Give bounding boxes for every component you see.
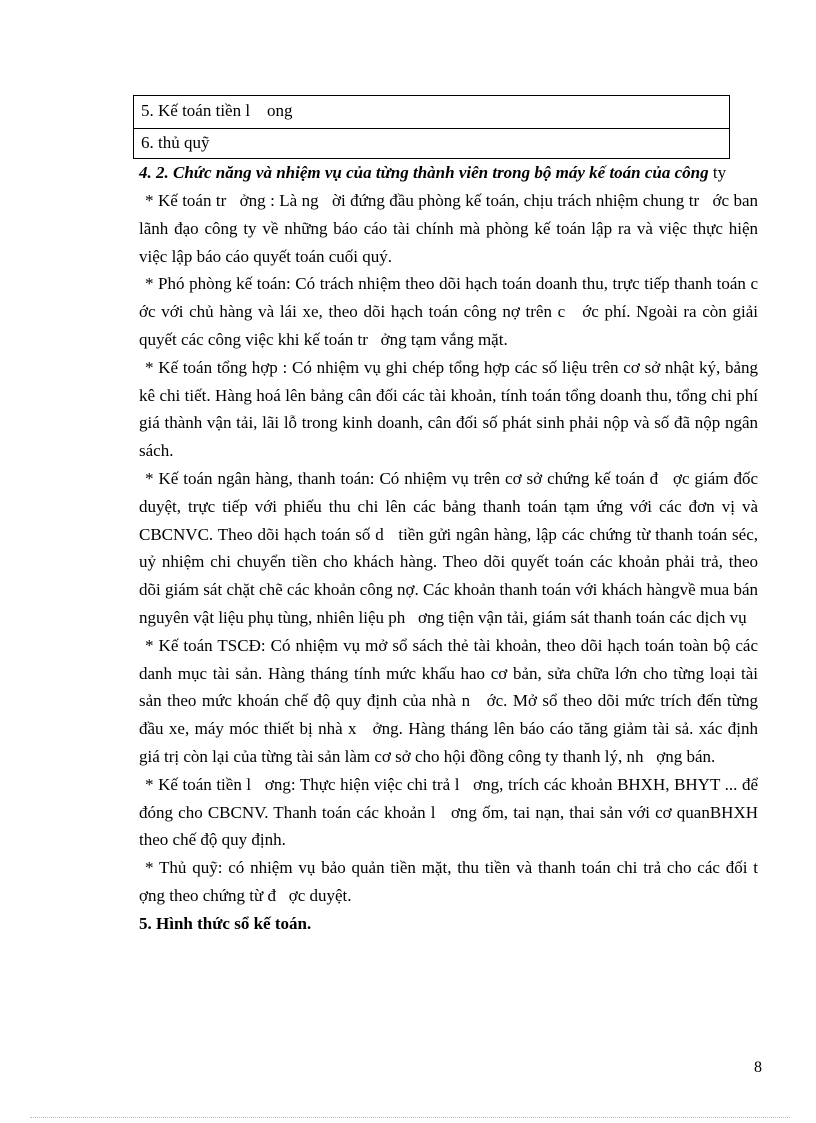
table-cell: 5. Kế toán tiền l ong xyxy=(134,96,730,129)
heading-plain-part: ty xyxy=(708,163,727,182)
document-body xyxy=(139,159,771,938)
paragraph-fixed-asset-accountant: * Kế toán TSCĐ: Có nhiệm vụ mở sổ sách thẻ tài khoản, theo dõi hạch toán toàn bộ các danh mục tài sản. Hàng tháng tính mức khấu hao cơ bản, sửa chữa lớn cho từng loại tài sản theo mức khoán chế độ quy định của nhà n ớc. Mở sổ theo dõi mức trích đến từng đầu xe, máy móc thiết bị nhà x ởng. Hàng tháng lên báo cáo tăng giảm tài sả. xác định giá trị còn lại của từng tài sản làm cơ sở cho hội đồng công ty thanh lý, nh ợng bán. xyxy=(139,635,763,766)
paragraph-treasurer: * Thủ quỹ: có nhiệm vụ bảo quản tiền mặt, thu tiền và thanh toán chi trả cho các đối t ợng theo chứng từ đ ợc duyệt. xyxy=(139,858,771,905)
table-row xyxy=(134,129,730,159)
footer-divider xyxy=(30,1117,790,1118)
section-heading-5: 5. Hình thức sổ kế toán. xyxy=(139,913,312,933)
section-heading-4-2 xyxy=(139,159,758,187)
table-cell: 6. thủ quỹ xyxy=(134,129,730,159)
table-row xyxy=(134,96,730,129)
paragraph-chief-accountant: * Kế toán tr ởng : Là ng ời đứng đầu phòng kế toán, chịu trách nhiệm chung tr ớc ban lãnh đạo công ty về những báo cáo tài chính mà phòng kế toán lập ra và việc thực hiện việc lập báo cáo quyết toán cuối quý. xyxy=(139,191,763,266)
paragraph-bank-accountant: * Kế toán ngân hàng, thanh toán: Có nhiệm vụ trên cơ sở chứng kế toán đ ợc giám đốc duyệt, trực tiếp với phiếu thu chi lên các bảng thanh toán tạm ứng với các đơn vị và CBCNVC. Theo dõi hạch toán số d tiền gửi ngân hàng, lập các chứng từ thanh toán séc, uỷ nhiệm chi chuyển tiền cho khách hàng. Theo dõi quyết toán các khoản phải trả, theo dõi giám sát chặt chẽ các khoản công nợ. Các khoản thanh toán với khách hàngvề mua bán nguyên vật liệu phụ tùng, nhiên liệu ph ơng tiện vận tải, giám sát thanh toán các dịch vụ xyxy=(139,468,763,627)
heading-bold-italic-part: 4. 2. Chức năng và nhiệm vụ của từng thành viên trong bộ máy kế toán của công xyxy=(139,163,709,182)
page-number: 8 xyxy=(754,1059,762,1076)
paragraph-deputy-head: * Phó phòng kế toán: Có trách nhiệm theo dõi hạch toán doanh thu, trực tiếp thanh toán c ớc với chủ hàng và lái xe, theo dõi hạch toán công nợ trên c ớc phí. Ngoài ra còn giải quyết các công việc khi kế toán tr ởng tạm vắng mặt. xyxy=(139,274,771,349)
paragraph-salary-accountant: * Kế toán tiền l ơng: Thực hiện việc chi trả l ơng, trích các khoản BHXH, BHYT ... để đóng cho CBCNV. Thanh toán các khoản l ơng ốm, tai nạn, thai sản với cơ quanBHXH theo chế độ quy định. xyxy=(139,774,763,850)
paragraph-general-accountant: * Kế toán tổng hợp : Có nhiệm vụ ghi chép tổng hợp các số liệu trên cơ sở nhật ký, bảng kê chi tiết. Hàng hoá lên bảng cân đối các tài khoản, tính toán tổng doanh thu, tổng chi phí giá thành vận tải, lãi lỗ trong kinh doanh, cân đối số phát sinh phải nộp và số đã nộp ngân sách. xyxy=(139,357,758,461)
staff-table xyxy=(133,95,730,159)
